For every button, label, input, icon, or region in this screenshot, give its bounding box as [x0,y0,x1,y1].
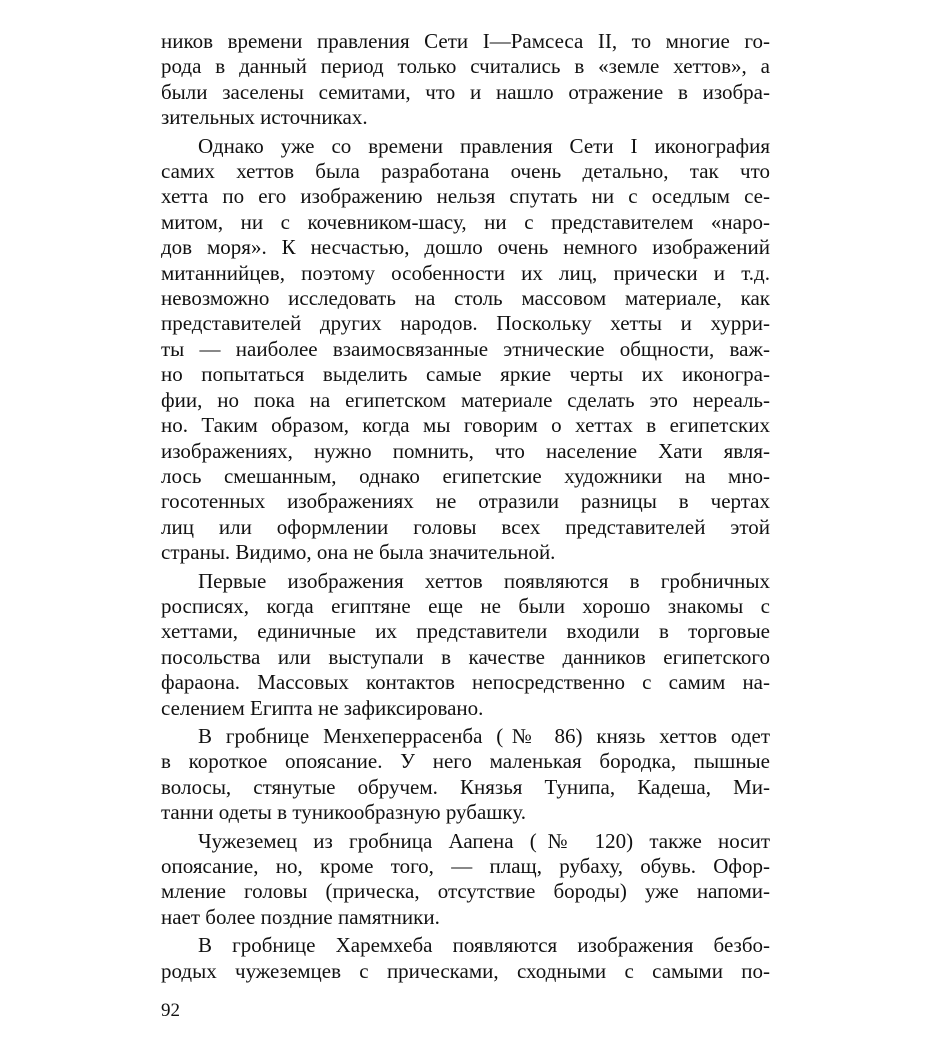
text-line: лиц или оформлении головы всех представителей этой [161,514,770,539]
paragraph [161,569,770,721]
text-line: невозможно исследовать на столь массовом материале, как [161,286,770,311]
paragraph [161,829,770,931]
text-line: изображениях, нужно помнить, что население Хати явля- [161,438,770,463]
text-line: митаннийцев, поэтому особенности их лиц, прически и т.д. [161,260,770,285]
text-line: дов моря». К несчастью, дошло очень немного изображений [161,235,770,260]
text-line: мление головы (прическа, отсутствие бороды) уже напоми- [161,879,770,904]
text-line: нает более поздние памятники. [161,904,440,929]
text-line: но попытаться выделить самые яркие черты их иконогра- [161,362,770,387]
text-line: В гробнице Менхеперрасенба (№ 86) князь хеттов одет [198,723,770,748]
text-line: рода в данный период только считались в «земле хеттов», а [161,54,770,79]
text-line: росписях, когда египтяне еще не были хорошо знакомы с [161,593,770,618]
text-line: были заселены семитами, что и нашло отражение в изобра- [161,79,770,104]
text-line: хетта по его изображению нельзя спутать ни с оседлым се- [161,184,770,209]
text-line: представителей других народов. Поскольку хетты и хурри- [161,311,770,336]
text-line: В гробнице Харемхеба появляются изображения безбо- [198,933,770,958]
text-line: госотенных изображениях не отразили разницы в чертах [161,489,770,514]
paragraph [161,724,770,826]
text-line: волосы, стянутые обручем. Князья Тунипа, Кадеша, Ми- [161,774,770,799]
text-line: зительных источниках. [161,105,368,130]
text-line: Однако уже со времени правления Сети I иконография [198,133,770,158]
page-body-text [161,29,770,984]
paragraph [161,933,770,984]
text-line: страны. Видимо, она не была значительной. [161,540,556,565]
text-line: самих хеттов была разработана очень детально, так что [161,159,770,184]
text-line: в короткое опоясание. У него маленькая бородка, пышные [161,749,770,774]
page-number: 92 [161,1000,180,1021]
text-line: хеттами, единичные их представители входили в торговые [161,619,770,644]
text-line: но. Таким образом, когда мы говорим о хеттах в египетских [161,413,770,438]
text-line: селением Египта не зафиксировано. [161,695,484,720]
text-line: лось смешанным, однако египетские художники на мно- [161,463,770,488]
text-line: опоясание, но, кроме того, — плащ, рубаху, обувь. Офор- [161,854,770,878]
text-line: Первые изображения хеттов появляются в гробничных [198,568,770,593]
text-line: ты — наиболее взаимосвязанные этнические общности, важ- [161,336,770,361]
text-line: фии, но пока на египетском материале сделать это нереаль- [161,387,770,412]
text-line: Чужеземец из гробница Аапена (№ 120) также носит [198,828,770,853]
paragraph [161,134,770,566]
text-line: митом, ни с кочевником-шасу, ни с представителем «наро- [161,209,770,234]
paragraph [161,29,770,131]
text-line: фараона. Массовых контактов непосредственно с самим на- [161,670,770,695]
text-line: танни одеты в туникообразную рубашку. [161,800,526,825]
text-line: родых чужеземцев с прическами, сходными с самыми по- [161,958,770,983]
text-line: посольства или выступали в качестве данников египетского [161,644,770,669]
text-line: ников времени правления Сети I—Рамсеса II, то многие го- [161,29,770,53]
